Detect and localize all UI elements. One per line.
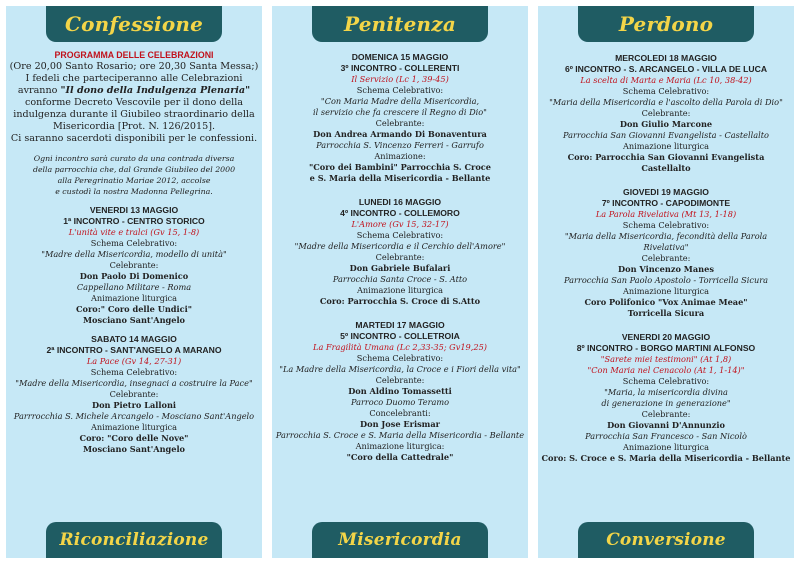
schema-text: "Maria, la misericordia divina: [604, 387, 728, 397]
note-line: alla Peregrinatio Mariae 2012, accolse: [57, 176, 211, 185]
panel-content: [6, 50, 262, 455]
panel-perdono: [538, 6, 794, 558]
header-tab: [46, 6, 222, 42]
coro-name: "Coro della Cattedrale": [346, 452, 454, 462]
celebrante-label: Celebrante:: [375, 118, 425, 128]
celebrante-label: Celebrante:: [641, 108, 691, 118]
event-theme: Il Servizio (Lc 1, 39-45): [351, 74, 449, 84]
celebrante-name: Don Giovanni D'Annunzio: [607, 420, 725, 430]
schema-text: "Maria della Misericordia e l'ascolto della Parola di Dio": [549, 97, 783, 107]
celebrante-role: Parrocchia S. Vincenzo Ferreri - Garrufo: [316, 140, 484, 150]
event-theme: "Con Maria nel Cenacolo (At 1, 1-14)": [587, 365, 745, 375]
place-name: Castellalto: [641, 163, 691, 173]
schema-text: Rivelativa": [643, 242, 689, 252]
schema-text: il servizio che fa crescere il Regno di Dio": [313, 107, 487, 117]
celebrante-label: Celebrante:: [641, 253, 691, 263]
intro-line: avranno "Il dono della Indulgenza Plenaria": [17, 85, 251, 96]
celebrante-name: Don Paolo Di Domenico: [79, 271, 189, 281]
celebrante-role: Parrrocchia S. Michele Arcangelo - Mosciano Sant'Angelo: [13, 411, 255, 421]
footer-tab: [578, 522, 754, 558]
event-name: 2ª INCONTRO - SANT'ANGELO A MARANO: [46, 345, 222, 355]
header-tab: [312, 6, 488, 42]
event-date: GIOVEDI 19 MAGGIO: [623, 187, 709, 197]
coro-name: Coro Polifonico "Vox Animae Meae": [584, 297, 748, 307]
panel-penitenza: [272, 6, 528, 558]
event-theme: La Pace (Gv 14, 27-31): [86, 356, 182, 366]
animazione-label: Animazione liturgica: [622, 286, 710, 296]
schema-label: Schema Celebrativo:: [622, 376, 710, 386]
event-date: SABATO 14 MAGGIO: [91, 334, 177, 344]
panel-title: Confessione: [64, 12, 204, 36]
panel-title: Perdono: [618, 12, 714, 36]
panel-footer: Riconciliazione: [59, 530, 209, 550]
schema-label: Schema Celebrativo:: [356, 85, 444, 95]
coro-name: Coro: Parrocchia S. Croce di S.Atto: [319, 296, 481, 306]
coro-name: Coro: "Coro delle Nove": [79, 433, 189, 443]
schema-text: "Madre della Misericordia e il Cerchio dell'Amore": [294, 241, 506, 251]
coro-name: e S. Maria della Misericordia - Bellante: [309, 173, 491, 183]
event-theme: La Parola Rivelativa (Mt 13, 1-18): [595, 209, 737, 219]
event-name: 1ª INCONTRO - CENTRO STORICO: [63, 216, 205, 226]
celebrante-label: Celebrante:: [375, 252, 425, 262]
footer-tab: [46, 522, 222, 558]
schema-text: di generazione in generazione": [601, 398, 731, 408]
event-date: DOMENICA 15 MAGGIO: [351, 52, 449, 62]
intro-line: (Ore 20,00 Santo Rosario; ore 20,30 Santa Messa;): [9, 61, 259, 72]
event-date: MARTEDI 17 MAGGIO: [355, 320, 445, 330]
place-name: Torricella Sicura: [627, 308, 705, 318]
schema-label: Schema Celebrativo:: [622, 86, 710, 96]
celebrante-label: Celebrante:: [109, 260, 159, 270]
animazione-label: Animazione liturgica: [356, 285, 444, 295]
celebrante-name: Don Vincenzo Manes: [618, 264, 714, 274]
celebrante-role: Parrocchia San Francesco - San Nicolò: [585, 431, 747, 441]
celebrante-name: Don Gabriele Bufalari: [349, 263, 451, 273]
schema-label: Schema Celebrativo:: [90, 238, 178, 248]
event-theme: La scelta di Marta e Maria (Lc 10, 38-42): [580, 75, 752, 85]
celebrante-label: Celebrante:: [375, 375, 425, 385]
event-theme: "Sarete miei testimoni" (At 1,8): [600, 354, 732, 364]
celebrante-name: Don Pietro Lalloni: [91, 400, 177, 410]
event-name: 5º INCONTRO - COLLETROIA: [340, 331, 460, 341]
footer-tab: [312, 522, 488, 558]
coro-name: "Coro dei Bambini" Parrocchia S. Croce: [309, 162, 491, 172]
schema-text: "La Madre della Misericordia, la Croce e i Fiori della vita": [279, 364, 521, 374]
event-name: 3º INCONTRO - COLLERENTI: [340, 63, 460, 73]
schema-label: Schema Celebrativo:: [356, 230, 444, 240]
intro-line: conforme Decreto Vescovile per il dono della: [24, 97, 244, 108]
note-line: e custodì la nostra Madonna Pellegrina.: [55, 187, 213, 196]
schema-text: "Madre della Misericordia, insegnaci a costruire la Pace": [15, 378, 253, 388]
panel-content: [272, 52, 528, 463]
panel-title: Penitenza: [344, 12, 456, 36]
celebrante-label: Celebrante:: [109, 389, 159, 399]
concelebrante-name: Don Jose Erismar: [360, 419, 440, 429]
event-theme: L'Amore (Gv 15, 32-17): [351, 219, 449, 229]
coro-name: Coro: Parrocchia San Giovanni Evangelista: [567, 152, 765, 162]
celebrante-role: Parrocchia Santa Croce - S. Atto: [332, 274, 468, 284]
panel-confessione: [6, 6, 262, 558]
panel-footer: Conversione: [606, 530, 726, 550]
animazione-label: Animazione liturgica: [622, 442, 710, 452]
event-theme: La Fragilità Umana (Lc 2,33-35; Gv19,25): [313, 342, 487, 352]
event-date: LUNEDI 16 MAGGIO: [358, 197, 442, 207]
event-date: VENERDI 13 MAGGIO: [89, 205, 179, 215]
celebrante-role: Parrocchia San Giovanni Evangelista - Castellalto: [563, 130, 769, 140]
note-line: Ogni incontro sarà curato da una contrada diversa: [33, 154, 235, 163]
intro-line: indulgenza durante il Giubileo straordinario della: [13, 109, 255, 120]
place-name: Mosciano Sant'Angelo: [82, 315, 186, 325]
event-name: 4º INCONTRO - COLLEMORO: [340, 208, 460, 218]
event-date: MERCOLEDI 18 MAGGIO: [615, 53, 717, 63]
panel-footer: Misericordia: [338, 530, 462, 550]
schema-label: Schema Celebrativo:: [356, 353, 444, 363]
schema-text: "Con Maria Madre della Misericordia,: [320, 96, 480, 106]
concelebrante-role: Parrocchia S. Croce e S. Maria della Misericordia - Bellante: [275, 430, 525, 440]
animazione-label: Animazione liturgica: [90, 422, 178, 432]
intro-line: I fedeli che parteciperanno alle Celebrazioni: [25, 73, 243, 84]
header-tab: [578, 6, 754, 42]
schema-text: "Madre della Misericordia, modello di unità": [41, 249, 227, 259]
animazione-label: Animazione:: [374, 151, 426, 161]
schema-label: Schema Celebrativo:: [90, 367, 178, 377]
event-name: 6º INCONTRO - S. ARCANGELO - VILLA DE LUCA: [564, 64, 768, 74]
concelebranti-label: Concelebranti:: [369, 408, 431, 418]
coro-name: Coro:" Coro delle Undici": [76, 304, 192, 314]
celebrante-role: Cappellano Militare - Roma: [76, 282, 192, 292]
intro-line: Misericordia [Prot. N. 126/2015].: [52, 121, 215, 132]
celebrante-role: Parroco Duomo Teramo: [350, 397, 450, 407]
celebrante-label: Celebrante:: [641, 409, 691, 419]
event-date: VENERDI 20 MAGGIO: [621, 332, 711, 342]
celebrante-name: Don Giulio Marcone: [619, 119, 713, 129]
program-heading: PROGRAMMA DELLE CELEBRAZIONI: [54, 50, 214, 60]
event-theme: L'unità vite e tralci (Gv 15, 1-8): [68, 227, 200, 237]
event-name: 8º INCONTRO - BORGO MARTINI ALFONSO: [576, 343, 756, 353]
schema-label: Schema Celebrativo:: [622, 220, 710, 230]
celebrante-name: Don Andrea Armando Di Bonaventura: [313, 129, 487, 139]
panel-content: [538, 53, 794, 464]
event-name: 7º INCONTRO - CAPODIMONTE: [601, 198, 731, 208]
coro-name: Coro: S. Croce e S. Maria della Misericordia - Bellante: [541, 453, 791, 463]
place-name: Mosciano Sant'Angelo: [82, 444, 186, 454]
celebrante-name: Don Aldino Tomassetti: [348, 386, 452, 396]
animazione-label: Animazione liturgica: [622, 141, 710, 151]
celebrante-role: Parrocchia San Paolo Apostolo - Torricella Sicura: [563, 275, 769, 285]
animazione-label: Animazione liturgica: [90, 293, 178, 303]
schema-text: "Maria della Misericordia, fecondità della Parola: [564, 231, 768, 241]
intro-line: Ci saranno sacerdoti disponibili per le confessioni.: [10, 133, 258, 144]
note-line: della parrocchia che, dal Grande Giubileo del 2000: [32, 165, 236, 174]
animazione-label: Animazione liturgica:: [355, 441, 445, 451]
